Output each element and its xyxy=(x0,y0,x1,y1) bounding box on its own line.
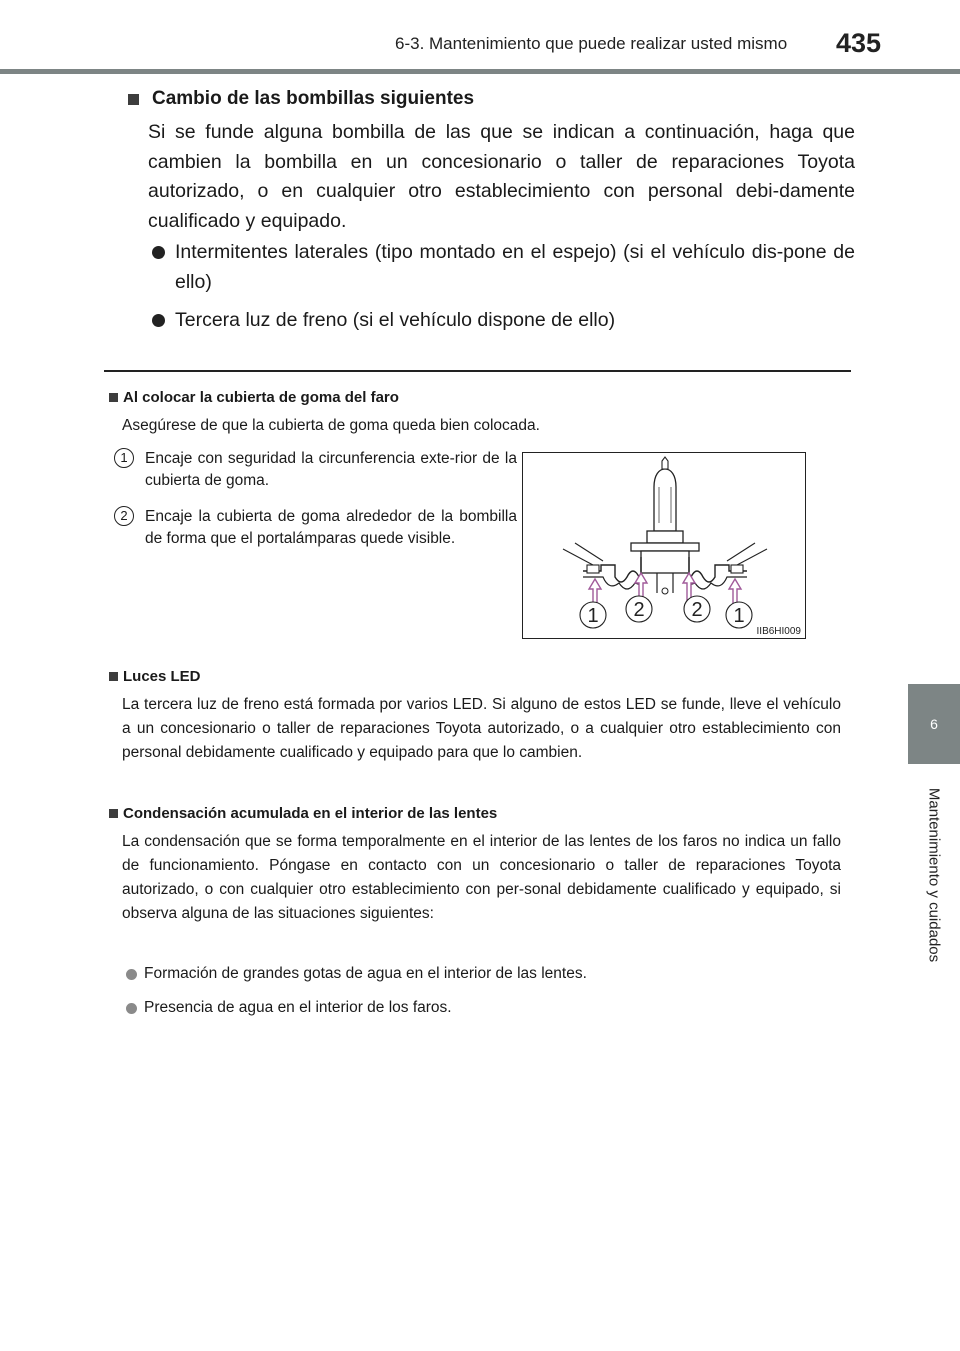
rubber-cover-heading-text: Al colocar la cubierta de goma del faro xyxy=(123,389,399,406)
main-heading-text: Cambio de las bombillas siguientes xyxy=(152,88,475,109)
rubber-cover-heading xyxy=(109,389,399,406)
numbered-item xyxy=(114,506,517,550)
list-item xyxy=(126,962,841,986)
bullet-icon xyxy=(126,1003,137,1014)
figure-code: IIB6HI009 xyxy=(756,626,801,637)
bulb-base xyxy=(647,531,683,543)
led-paragraph: La tercera luz de freno está formada por varios LED. Si alguno de estos LED se funde, lleve el vehículo a un concesionario o taller de reparaciones Toyota autorizado, o a cualquier otro establecimiento con personal debidamente cualificado y equipado para que lo cambien. xyxy=(122,696,841,761)
callout-number: 2 xyxy=(691,599,703,621)
bulb-figure xyxy=(522,452,806,639)
callout-number: 1 xyxy=(733,605,745,627)
main-paragraph: Si se funde alguna bombilla de las que se indican a continuación, haga que cambien la bombilla en un concesionario o taller de reparaciones Toyota autorizado, o en cualquier otro establecimiento con personal debi-damente cualificado y equipado. xyxy=(148,121,855,232)
callout-number: 1 xyxy=(587,605,599,627)
item-number: 2 xyxy=(114,506,134,526)
list-item-text: Formación de grandes gotas de agua en el interior de las lentes. xyxy=(144,965,587,982)
chapter-number: 6 xyxy=(930,716,938,732)
list-item xyxy=(152,238,855,297)
list-item-text: Intermitentes laterales (tipo montado en el espejo) (si el vehículo dis-pone de ello) xyxy=(175,241,855,293)
led-heading-text: Luces LED xyxy=(123,668,201,685)
page-number: 435 xyxy=(836,28,882,58)
square-bullet-icon xyxy=(128,94,139,105)
list-item-text: Tercera luz de freno (si el vehículo dispone de ello) xyxy=(175,309,616,331)
main-heading xyxy=(128,88,474,110)
bullet-icon xyxy=(152,246,165,259)
bulb-illustration xyxy=(523,453,805,638)
condensation-paragraph: La condensación que se forma temporalmente en el interior de las lentes de los faros no indica un fallo de funcionamiento. Póngase en contacto con un concesionario o taller de reparaciones Toyota autorizado, o con cualquier otro establecimiento con per-sonal debidamente cualificado y equipado, si observa alguna de las situaciones siguientes: xyxy=(122,833,841,922)
item-number: 1 xyxy=(114,448,134,468)
callout-number: 2 xyxy=(633,599,645,621)
rubber-cover-paragraph: Asegúrese de que la cubierta de goma queda bien colocada. xyxy=(122,417,540,434)
bulb-glass xyxy=(654,469,676,531)
header-section-title: 6-3. Mantenimiento que puede realizar usted mismo xyxy=(395,34,788,53)
section-divider xyxy=(104,370,851,372)
item-text: Encaje con seguridad la circunferencia exte-rior de la cubierta de goma. xyxy=(145,450,517,489)
chapter-tab xyxy=(908,684,960,764)
square-bullet-icon xyxy=(109,672,118,681)
list-item xyxy=(152,306,855,336)
condensation-heading-text: Condensación acumulada en el interior de las lentes xyxy=(123,805,498,822)
list-item xyxy=(126,996,841,1020)
square-bullet-icon xyxy=(109,393,118,402)
bullet-icon xyxy=(152,314,165,327)
bullet-icon xyxy=(126,969,137,980)
list-item-text: Presencia de agua en el interior de los faros. xyxy=(144,999,452,1016)
chapter-title: Mantenimiento y cuidados xyxy=(925,787,943,963)
item-text: Encaje la cubierta de goma alrededor de la bombilla de forma que el portalámparas quede visible. xyxy=(145,508,517,547)
square-bullet-icon xyxy=(109,809,118,818)
numbered-item xyxy=(114,448,517,492)
condensation-heading xyxy=(109,805,497,822)
header-rule xyxy=(0,69,960,74)
led-heading xyxy=(109,668,201,685)
